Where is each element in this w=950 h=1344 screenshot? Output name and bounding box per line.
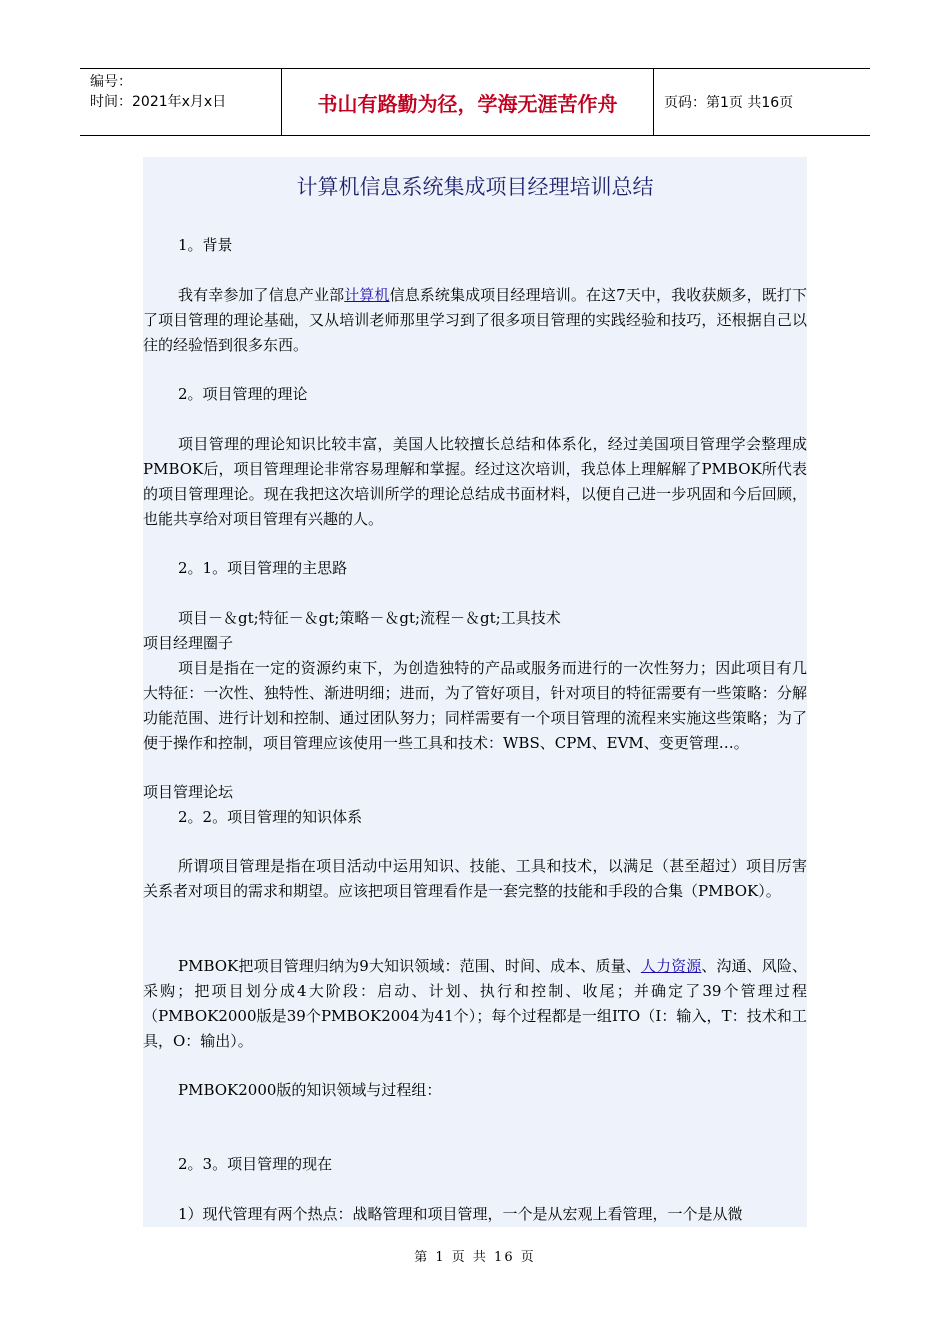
page-header xyxy=(80,68,870,136)
header-motto: 书山有路勤为径，学海无涯苦作舟 xyxy=(282,69,654,135)
paragraph-knowledge: 所谓项目管理是指在项目活动中运用知识、技能、工具和技术，以满足（甚至超过）项目厉害关系者对项目的需求和期望。应该把项目管理看作是一套完整的技能和手段的合集（PMBOK）。 xyxy=(143,857,807,900)
paragraph-text: 、沟通、风险、采购；把项目划分成4大阶段：启动、计划、执行和控制、收尾；并确定了39个管理过程（PMBOK2000版是39个PMBOK2004为41个）；每个过程都是一组ITO（I：输入，T：技术和工具，O：输出）。 xyxy=(143,957,807,1050)
paragraph-text: 我有幸参加了信息产业部 xyxy=(178,286,345,304)
paragraph-pmbok2000: PMBOK2000版的知识领域与过程组： xyxy=(178,1081,442,1099)
section-2-1-heading: 2。1。项目管理的主思路 xyxy=(178,559,348,577)
document-title: 计算机信息系统集成项目经理培训总结 xyxy=(296,175,654,199)
forum-label: 项目管理论坛 xyxy=(143,783,234,801)
paragraph-main-idea: 项目是指在一定的资源约束下，为创造独特的产品或服务而进行的一次性努力；因此项目有几大特征：一次性、独特性、渐进明细；进而，为了管好项目，针对项目的特征需要有一些策略：分解功能范围、进行计划和控制、通过团队努力；同样需要有一个项目管理的流程来实施这些策略；为了便于操作和控制，项目管理应该使用一些工具和技术：WBS、CPM、EVM、变更管理…。 xyxy=(143,659,807,752)
section-2-heading: 2。项目管理的理论 xyxy=(178,385,308,403)
flow-line: 项目－＆gt;特征－＆gt;策略－＆gt;流程－＆gt;工具技术 xyxy=(178,609,561,627)
number-label: 编号： xyxy=(90,74,132,90)
header-page-info: 页码：第1页 共16页 xyxy=(664,95,794,111)
page-footer: 第 1 页 共 16 页 xyxy=(414,1250,536,1265)
date-label: 时间：2021年x月x日 xyxy=(90,94,227,110)
section-2-3-heading: 2。3。项目管理的现在 xyxy=(178,1155,333,1173)
human-resources-link[interactable]: 人力资源 xyxy=(640,957,702,975)
computer-link[interactable]: 计算机 xyxy=(344,286,390,304)
document-body xyxy=(143,157,807,1227)
paragraph-pmbok xyxy=(143,954,807,1054)
paragraph-theory: 项目管理的理论知识比较丰富，美国人比较擅长总结和体系化，经过美国项目管理学会整理成PMBOK后，项目管理理论非常容易理解和掌握。经过这次培训，我总体上理解解了PMBOK所代表的项目管理理论。现在我把这次培训所学的理论总结成书面材料，以便自己进一步巩固和今后回顾，也能共享给对项目管理有兴趣的人。 xyxy=(143,435,807,528)
circle-label: 项目经理圈子 xyxy=(143,634,234,652)
section-2-2-heading: 2。2。项目管理的知识体系 xyxy=(178,808,363,826)
paragraph-background xyxy=(143,283,807,358)
header-meta xyxy=(80,69,282,135)
paragraph-modern: 1）现代管理有两个热点：战略管理和项目管理，一个是从宏观上看管理，一个是从微 xyxy=(178,1205,743,1223)
paragraph-text: PMBOK把项目管理归纳为9大知识领域：范围、时间、成本、质量、 xyxy=(178,957,641,975)
paragraph-text: 信息系统集成项目经理培训。在这7天中，我收获颇多，既打下了项目管理的理论基础，又从培训老师那里学习到了很多项目管理的实践经验和技巧，还根据自己以往的经验悟到很多东西。 xyxy=(143,286,807,354)
section-1-heading: 1。背景 xyxy=(178,236,233,254)
